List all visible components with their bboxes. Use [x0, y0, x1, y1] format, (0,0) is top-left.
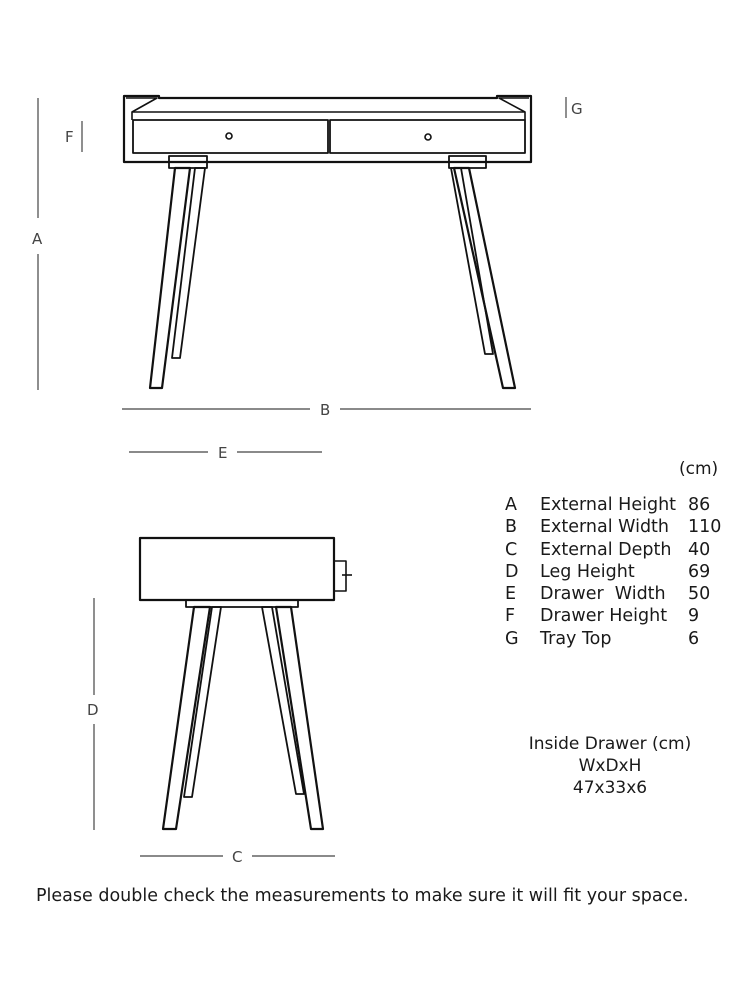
spec-row: [505, 561, 721, 583]
desk-tray-left-side: [126, 98, 157, 120]
spec-row: [505, 583, 721, 605]
dimension-labels: [32, 100, 583, 866]
dim-label-b: B: [320, 401, 331, 419]
inside-drawer-title: Inside Drawer (cm): [528, 734, 692, 754]
drawer-left: [133, 120, 328, 153]
unit-label: (cm): [679, 459, 719, 479]
spec-label: External Height: [540, 495, 677, 515]
spec-key: B: [505, 517, 518, 538]
footer-note: Please double check the measurements to make sure it will fit your space.: [36, 886, 689, 906]
dim-label-c: C: [232, 848, 243, 866]
spec-value: 86: [688, 495, 711, 515]
spec-value: 9: [688, 606, 700, 627]
spec-value: 50: [688, 584, 711, 605]
dim-label-f: F: [65, 128, 74, 146]
inside-drawer-info: [510, 733, 710, 799]
desk-tray-right-side: [499, 98, 529, 120]
spec-key: G: [505, 628, 519, 649]
drawer-left-knob: [226, 133, 232, 139]
spec-label: Leg Height: [540, 561, 635, 582]
dim-label-e: E: [218, 444, 228, 462]
front-view-desk: [124, 96, 531, 388]
drawer-right-knob: [425, 134, 431, 140]
spec-key: A: [505, 495, 517, 515]
spec-key: E: [505, 584, 517, 605]
inside-drawer-format: WxDxH: [578, 756, 642, 776]
dim-label-a: A: [32, 230, 43, 248]
side-leg-back-rear: [262, 607, 304, 794]
side-leg-front: [163, 607, 210, 829]
spec-label: External Depth: [540, 539, 672, 560]
front-leg-left: [150, 168, 190, 388]
spec-label: Tray Top: [540, 628, 612, 649]
spec-value: 69: [688, 561, 711, 582]
spec-key: D: [505, 561, 519, 582]
front-leg-right-rear: [451, 168, 493, 354]
spec-value: 40: [688, 539, 711, 560]
dimension-lines: [38, 97, 566, 856]
spec-row: [505, 628, 721, 650]
spec-value: 110: [688, 517, 722, 538]
spec-row: [505, 494, 721, 516]
inside-drawer-size: 47x33x6: [572, 778, 648, 798]
spec-value: 6: [688, 628, 700, 649]
spec-key: F: [505, 606, 516, 627]
spec-row: [505, 605, 721, 627]
spec-row: [505, 516, 721, 538]
side-view-desk: [140, 538, 352, 829]
spec-key: C: [505, 539, 518, 560]
dim-label-g: G: [571, 100, 583, 118]
side-knob-plate: [334, 561, 346, 591]
spec-label: Drawer Width: [540, 584, 666, 605]
spec-label: External Width: [540, 517, 670, 538]
spec-label: Drawer Height: [540, 606, 668, 627]
spec-table: [505, 494, 721, 650]
drawer-right: [330, 120, 525, 153]
side-body: [140, 538, 334, 600]
spec-row: [505, 539, 721, 561]
front-leg-right: [454, 168, 515, 388]
dim-label-d: D: [87, 701, 99, 719]
